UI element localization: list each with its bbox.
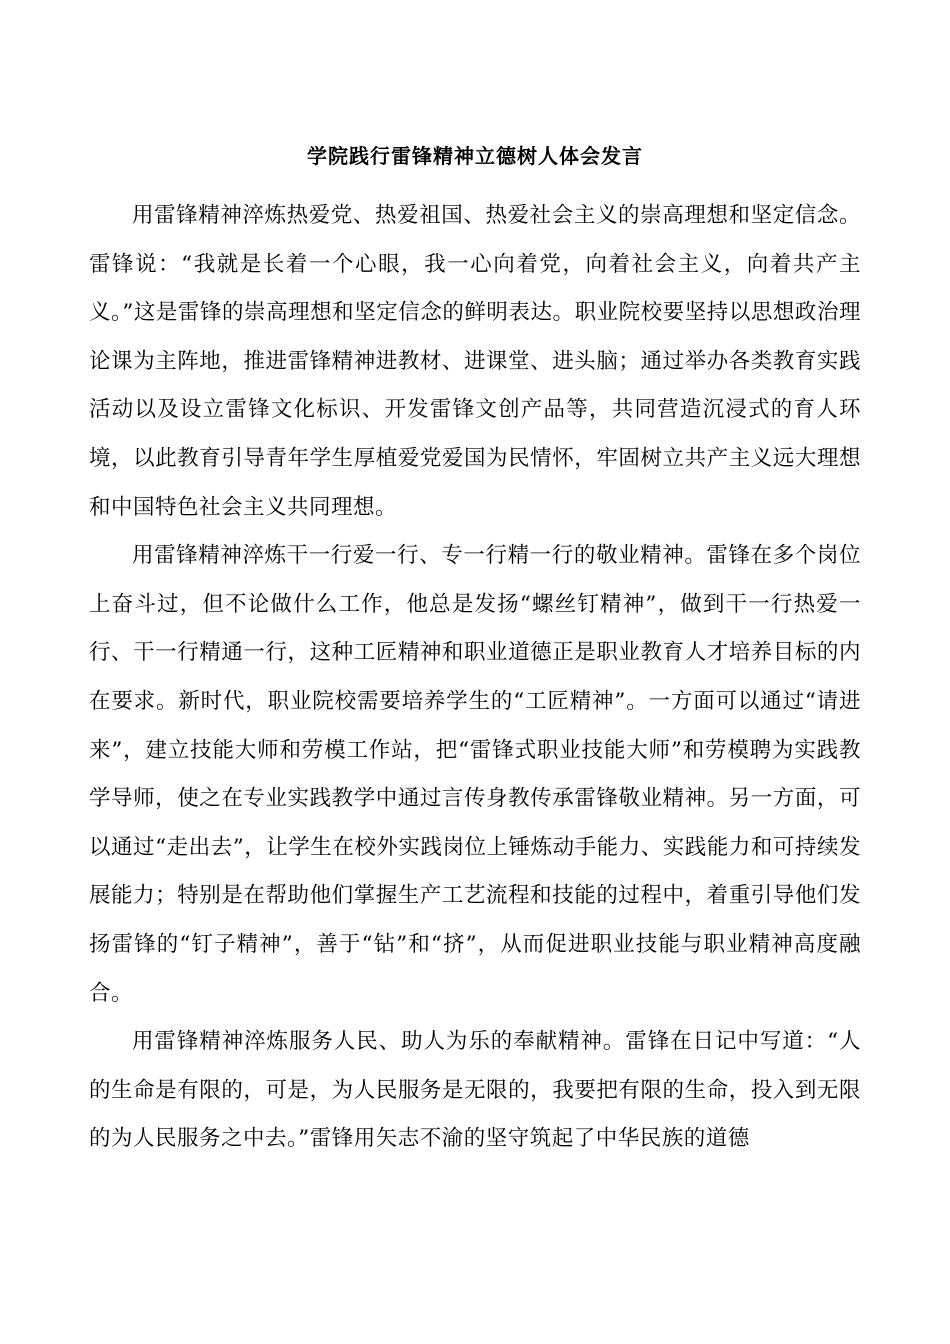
document-title: 学院践行雷锋精神立德树人体会发言 — [307, 144, 643, 168]
paragraph-3: 用雷锋精神淬炼服务人民、助人为乐的奉献精神。雷锋在日记中写道：“人的生命是有限的，可是，为人民服务是无限的，我要把有限的生命，投入到无限的为人民服务之中去。”雷锋用矢志不渝的坚守筑起了中华民族的道德 — [89, 1029, 861, 1152]
paragraph-1: 用雷锋精神淬炼热爱党、热爱祖国、热爱社会主义的崇高理想和坚定信念。雷锋说：“我就是长着一个心眼，我一心向着党，向着社会主义，向着共产主义。”这是雷锋的崇高理想和坚定信念的鲜明表达。职业院校要坚持以思想政治理论课为主阵地，推进雷锋精神进教材、进课堂、进头脑；通过举办各类教育实践活动以及设立雷锋文化标识、开发雷锋文创产品等，共同营造沉浸式的育人环境，以此教育引导青年学生厚植爱党爱国为民情怀，牢固树立共产主义远大理想和中国特色社会主义共同理想。 — [89, 203, 861, 520]
document-body — [89, 192, 861, 1164]
paragraph-2: 用雷锋精神淬炼干一行爱一行、专一行精一行的敬业精神。雷锋在多个岗位上奋斗过，但不论做什么工作，他总是发扬“螺丝钉精神”，做到干一行热爱一行、干一行精通一行，这种工匠精神和职业道德正是职业教育人才培养目标的内在要求。新时代，职业院校需要培养学生的“工匠精神”。一方面可以通过“请进来”，建立技能大师和劳模工作站，把“雷锋式职业技能大师”和劳模聘为实践教学导师，使之在专业实践教学中通过言传身教传承雷锋敬业精神。另一方面，可以通过“走出去”，让学生在校外实践岗位上锤炼动手能力、实践能力和可持续发展能力；特别是在帮助他们掌握生产工艺流程和技能的过程中，着重引导他们发扬雷锋的“钉子精神”，善于“钻”和“挤”，从而促进职业技能与职业精神高度融合。 — [89, 543, 861, 1006]
